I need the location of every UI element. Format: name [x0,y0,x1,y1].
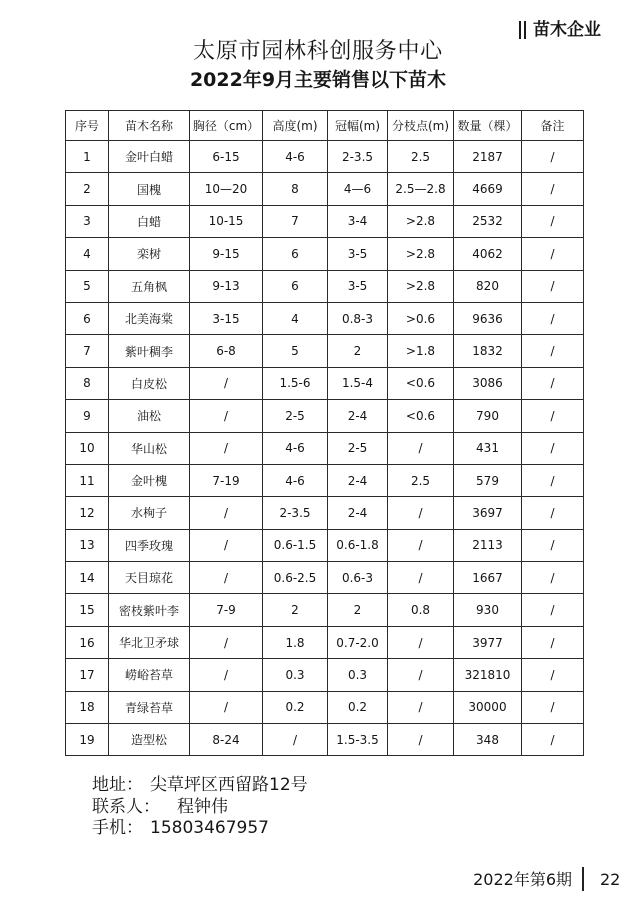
table-row [66,497,584,529]
contact-person-row [92,797,308,819]
name-cell: 五角枫 [109,270,190,302]
table-row [66,205,584,237]
height-cell: 2 [263,594,328,626]
remark-cell: / [522,464,584,496]
dbh-cell: 6-15 [190,141,263,173]
crown-cell: 2-3.5 [328,141,388,173]
dbh-cell: 9-13 [190,270,263,302]
remark-cell: / [522,594,584,626]
dbh-cell: / [190,367,263,399]
branch-point-cell: / [388,626,454,658]
dbh-cell: 10—20 [190,173,263,205]
name-cell: 国槐 [109,173,190,205]
branch-point-cell: <0.6 [388,400,454,432]
crown-cell: 3-5 [328,238,388,270]
seq-cell: 14 [66,562,109,594]
remark-cell: / [522,724,584,756]
quantity-cell: 790 [454,400,522,432]
height-cell: 4-6 [263,432,328,464]
seq-cell: 19 [66,724,109,756]
name-cell: 白皮松 [109,367,190,399]
dbh-cell: / [190,497,263,529]
table-row [66,529,584,561]
col-header-dbh: 胸径（cm） [190,111,263,141]
quantity-cell: 2187 [454,141,522,173]
table-row [66,594,584,626]
remark-cell: / [522,173,584,205]
name-cell: 金叶白蜡 [109,141,190,173]
branch-point-cell: >2.8 [388,238,454,270]
height-cell: 4-6 [263,141,328,173]
seq-cell: 6 [66,302,109,334]
phone-value: 15803467957 [150,818,269,838]
seq-cell: 4 [66,238,109,270]
height-cell: 4 [263,302,328,334]
crown-cell: 1.5-3.5 [328,724,388,756]
name-cell: 天目琼花 [109,562,190,594]
seq-cell: 15 [66,594,109,626]
quantity-cell: 579 [454,464,522,496]
remark-cell: / [522,205,584,237]
seq-cell: 1 [66,141,109,173]
quantity-cell: 4062 [454,238,522,270]
name-cell: 油松 [109,400,190,432]
seq-cell: 13 [66,529,109,561]
seq-cell: 11 [66,464,109,496]
name-cell: 栾树 [109,238,190,270]
name-cell: 崂峪苔草 [109,659,190,691]
section-bar-left [519,21,521,39]
branch-point-cell: >1.8 [388,335,454,367]
branch-point-cell: >0.6 [388,302,454,334]
dbh-cell: 6-8 [190,335,263,367]
remark-cell: / [522,270,584,302]
table-row [66,173,584,205]
page-number: 22 [600,870,621,889]
remark-cell: / [522,367,584,399]
crown-cell: 0.7-2.0 [328,626,388,658]
height-cell: 7 [263,205,328,237]
table-row [66,464,584,496]
height-cell: 2-3.5 [263,497,328,529]
page-subtitle: 2022年9月主要销售以下苗木 [189,69,447,91]
height-cell: 0.3 [263,659,328,691]
quantity-cell: 1667 [454,562,522,594]
quantity-cell: 2532 [454,205,522,237]
quantity-cell: 431 [454,432,522,464]
branch-point-cell: 0.8 [388,594,454,626]
dbh-cell: 8-24 [190,724,263,756]
seq-cell: 3 [66,205,109,237]
name-cell: 北美海棠 [109,302,190,334]
dbh-cell: / [190,400,263,432]
height-cell: 2-5 [263,400,328,432]
table-row [66,626,584,658]
section-tag [517,19,617,41]
branch-point-cell: / [388,562,454,594]
col-header-branch-point: 分枝点(m) [388,111,454,141]
height-cell: 0.2 [263,691,328,723]
table-row [66,432,584,464]
col-header-height: 高度(m) [263,111,328,141]
name-cell: 华山松 [109,432,190,464]
dbh-cell: 10-15 [190,205,263,237]
table-row [66,335,584,367]
branch-point-cell: / [388,529,454,561]
name-cell: 密枝紫叶李 [109,594,190,626]
seq-cell: 5 [66,270,109,302]
table-row [66,400,584,432]
remark-cell: / [522,400,584,432]
name-cell: 白蜡 [109,205,190,237]
crown-cell: 0.3 [328,659,388,691]
seq-cell: 8 [66,367,109,399]
branch-point-cell: 2.5 [388,464,454,496]
remark-cell: / [522,562,584,594]
quantity-cell: 2113 [454,529,522,561]
dbh-cell: / [190,562,263,594]
remark-cell: / [522,691,584,723]
quantity-cell: 3977 [454,626,522,658]
crown-cell: 0.6-1.8 [328,529,388,561]
table-header-row [66,111,584,141]
table-body [66,141,584,756]
height-cell: 8 [263,173,328,205]
table-row [66,724,584,756]
col-header-remark: 备注 [522,111,584,141]
table-row [66,238,584,270]
height-cell: / [263,724,328,756]
branch-point-cell: >2.8 [388,205,454,237]
col-header-seq: 序号 [66,111,109,141]
remark-cell: / [522,302,584,334]
table-row [66,141,584,173]
crown-cell: 2-4 [328,464,388,496]
quantity-cell: 321810 [454,659,522,691]
crown-cell: 2-4 [328,497,388,529]
quantity-cell: 30000 [454,691,522,723]
quantity-cell: 820 [454,270,522,302]
section-tag-label: 苗木企业 [533,20,601,40]
footer-divider [582,867,584,891]
remark-cell: / [522,141,584,173]
seq-cell: 10 [66,432,109,464]
contact-person-label: 联系人： [92,796,160,817]
seq-cell: 12 [66,497,109,529]
col-header-crown: 冠幅(m) [328,111,388,141]
height-cell: 0.6-2.5 [263,562,328,594]
name-cell: 造型松 [109,724,190,756]
crown-cell: 0.6-3 [328,562,388,594]
quantity-cell: 930 [454,594,522,626]
remark-cell: / [522,238,584,270]
crown-cell: 2 [328,594,388,626]
crown-cell: 2-5 [328,432,388,464]
contact-block [92,775,308,840]
dbh-cell: 7-9 [190,594,263,626]
table-row [66,562,584,594]
col-header-name: 苗木名称 [109,111,190,141]
height-cell: 1.5-6 [263,367,328,399]
seq-cell: 2 [66,173,109,205]
branch-point-cell: >2.8 [388,270,454,302]
quantity-cell: 3086 [454,367,522,399]
branch-point-cell: / [388,659,454,691]
quantity-cell: 3697 [454,497,522,529]
remark-cell: / [522,335,584,367]
branch-point-cell: / [388,497,454,529]
table-row [66,659,584,691]
seq-cell: 9 [66,400,109,432]
branch-point-cell: / [388,432,454,464]
contact-person-value: 程钟伟 [177,796,228,817]
branch-point-cell: 2.5—2.8 [388,173,454,205]
page-title: 太原市园林科创服务中心 [193,39,443,64]
branch-point-cell: / [388,691,454,723]
crown-cell: 1.5-4 [328,367,388,399]
crown-cell: 4—6 [328,173,388,205]
table-row [66,367,584,399]
remark-cell: / [522,497,584,529]
col-header-quantity: 数量（棵） [454,111,522,141]
remark-cell: / [522,529,584,561]
name-cell: 紫叶稠李 [109,335,190,367]
height-cell: 0.6-1.5 [263,529,328,561]
phone-row [92,818,308,840]
issue-label: 2022年第6期 [473,870,572,889]
branch-point-cell: <0.6 [388,367,454,399]
dbh-cell: / [190,691,263,723]
height-cell: 1.8 [263,626,328,658]
quantity-cell: 1832 [454,335,522,367]
phone-label: 手机： [92,818,143,838]
dbh-cell: / [190,529,263,561]
dbh-cell: 7-19 [190,464,263,496]
crown-cell: 0.2 [328,691,388,723]
name-cell: 青绿苔草 [109,691,190,723]
height-cell: 4-6 [263,464,328,496]
branch-point-cell: 2.5 [388,141,454,173]
crown-cell: 2 [328,335,388,367]
address-label: 地址： [92,775,143,795]
address-value: 尖草坪区西留路12号 [150,775,308,795]
name-cell: 水栒子 [109,497,190,529]
height-cell: 6 [263,238,328,270]
height-cell: 6 [263,270,328,302]
remark-cell: / [522,626,584,658]
seq-cell: 16 [66,626,109,658]
dbh-cell: 3-15 [190,302,263,334]
quantity-cell: 348 [454,724,522,756]
name-cell: 华北卫矛球 [109,626,190,658]
name-cell: 四季玫瑰 [109,529,190,561]
nursery-stock-table [65,110,584,756]
table-row [66,691,584,723]
seq-cell: 17 [66,659,109,691]
crown-cell: 2-4 [328,400,388,432]
section-bar-right [524,21,526,39]
address-row [92,775,308,797]
seq-cell: 7 [66,335,109,367]
quantity-cell: 9636 [454,302,522,334]
dbh-cell: 9-15 [190,238,263,270]
remark-cell: / [522,659,584,691]
dbh-cell: / [190,432,263,464]
dbh-cell: / [190,626,263,658]
height-cell: 5 [263,335,328,367]
branch-point-cell: / [388,724,454,756]
crown-cell: 3-5 [328,270,388,302]
remark-cell: / [522,432,584,464]
name-cell: 金叶槐 [109,464,190,496]
table-row [66,270,584,302]
dbh-cell: / [190,659,263,691]
table-row [66,302,584,334]
quantity-cell: 4669 [454,173,522,205]
crown-cell: 3-4 [328,205,388,237]
crown-cell: 0.8-3 [328,302,388,334]
seq-cell: 18 [66,691,109,723]
